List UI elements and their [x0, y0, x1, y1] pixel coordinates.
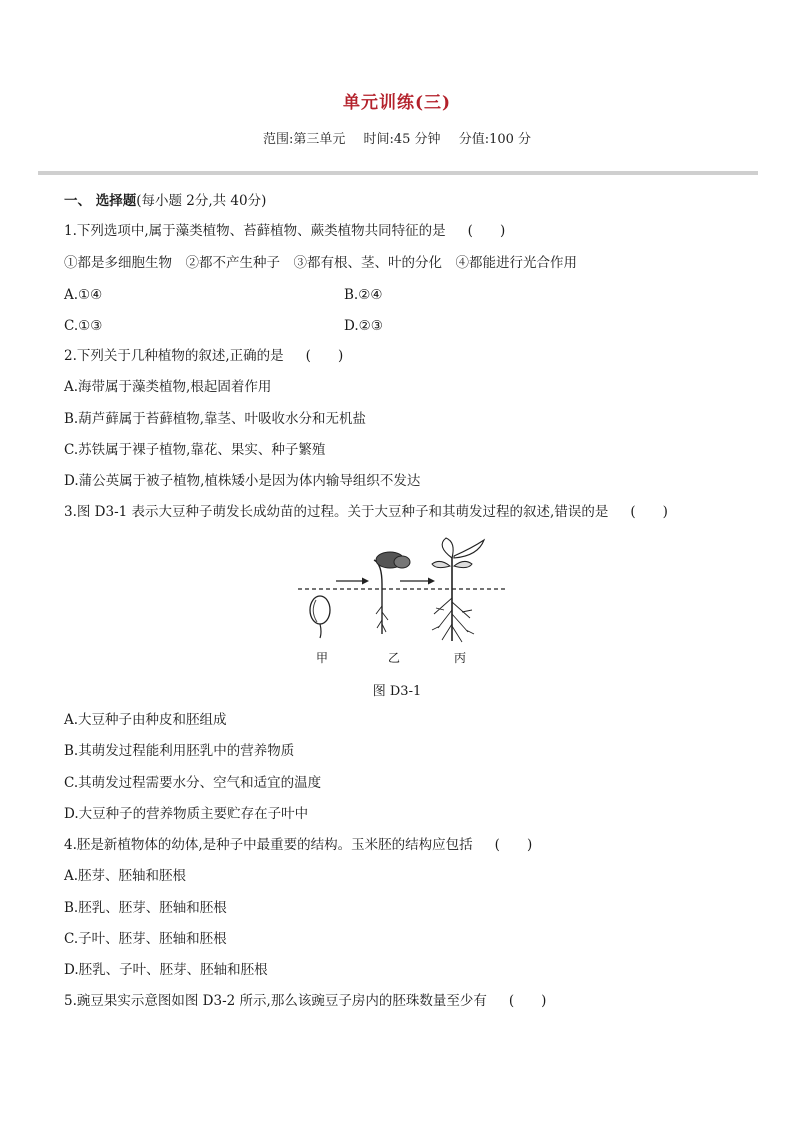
question-1-option-c: C.①③ [64, 318, 103, 334]
question-1-option-b: B.②④ [344, 287, 383, 303]
arrow-icon [400, 578, 435, 585]
exam-info [0, 128, 794, 147]
answer-blank: ( ) [467, 223, 506, 239]
question-2-option-b: B.葫芦藓属于苔藓植物,靠茎、叶吸收水分和无机盐 [64, 411, 367, 427]
section-heading [64, 192, 266, 210]
question-1-statements: ①都是多细胞生物 ②都不产生种子 ③都有根、茎、叶的分化 ④都能进行光合作用 [64, 255, 577, 271]
arrow-icon [336, 578, 369, 585]
exam-range: 范围:第三单元 [262, 132, 346, 147]
question-4-stem [64, 836, 532, 854]
question-1-option-d: D.②③ [344, 318, 383, 334]
question-2-option-c: C.苏铁属于裸子植物,靠花、果实、种子繁殖 [64, 442, 326, 458]
figure-caption: 图 D3-1 [372, 684, 422, 699]
question-2-stem [64, 347, 343, 365]
question-text: 4.胚是新植物体的幼体,是种子中最重要的结构。玉米胚的结构应包括 [64, 837, 473, 853]
question-1-stem [64, 222, 505, 240]
question-3-stem [64, 503, 668, 521]
seed-stage-yi [374, 552, 410, 634]
header-divider [38, 171, 758, 175]
figure-label-bing: 丙 [453, 651, 467, 665]
question-3-option-c: C.其萌发过程需要水分、空气和适宜的温度 [64, 775, 322, 791]
question-text: 5.豌豆果实示意图如图 D3-2 所示,那么该豌豆子房内的胚珠数量至少有 [64, 993, 487, 1009]
question-4-option-c: C.子叶、胚芽、胚轴和胚根 [64, 931, 227, 947]
question-2-option-d: D.蒲公英属于被子植物,植株矮小是因为体内输导组织不发达 [64, 473, 421, 489]
question-4-option-d: D.胚乳、子叶、胚芽、胚轴和胚根 [64, 962, 268, 978]
seed-stage-bing [432, 538, 484, 642]
seed-stage-jia [310, 596, 330, 638]
question-3-option-d: D.大豆种子的营养物质主要贮存在子叶中 [64, 806, 309, 822]
section-note: (每小题 2分,共 40分) [136, 193, 267, 209]
exam-time: 时间:45 分钟 [363, 132, 441, 147]
answer-blank: ( ) [305, 348, 344, 364]
answer-blank: ( ) [630, 504, 668, 520]
question-3-option-b: B.其萌发过程能利用胚乳中的营养物质 [64, 743, 295, 759]
question-4-option-a: A.胚芽、胚轴和胚根 [64, 868, 187, 884]
answer-blank: ( ) [494, 837, 533, 853]
question-1-option-a: A.①④ [64, 287, 103, 303]
section-title: 一、 选择题 [64, 193, 137, 209]
question-text: 1.下列选项中,属于藻类植物、苔藓植物、蕨类植物共同特征的是 [64, 223, 446, 239]
answer-blank: ( ) [508, 993, 547, 1009]
page-title: 单元训练(三) [342, 93, 452, 113]
question-text: 2.下列关于几种植物的叙述,正确的是 [64, 348, 284, 364]
question-4-option-b: B.胚乳、胚芽、胚轴和胚根 [64, 900, 227, 916]
seed-germination-figure [296, 536, 511, 671]
question-3-option-a: A.大豆种子由种皮和胚组成 [64, 712, 227, 728]
question-2-option-a: A.海带属于藻类植物,根起固着作用 [64, 379, 272, 395]
figure-label-jia: 甲 [315, 651, 329, 665]
question-text: 3.图 D3-1 表示大豆种子萌发长成幼苗的过程。关于大豆种子和其萌发过程的叙述,错误的是 [64, 504, 609, 520]
exam-score: 分值:100 分 [458, 132, 532, 147]
question-5-stem [64, 992, 546, 1010]
figure-label-yi: 乙 [387, 651, 401, 665]
